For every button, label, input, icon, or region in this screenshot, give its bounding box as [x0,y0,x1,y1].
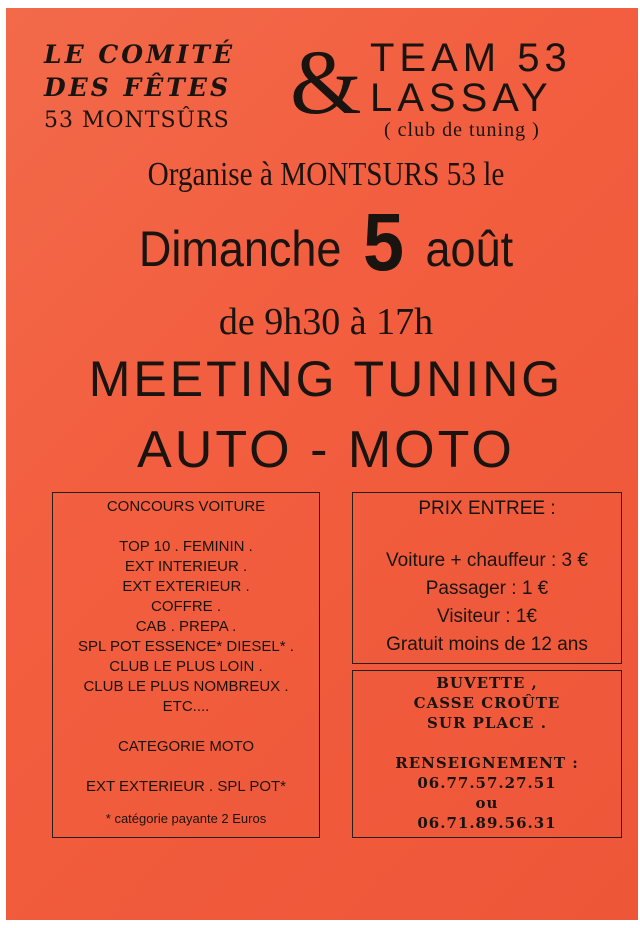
comite-city: 53 MONTSÛRS [44,108,230,133]
ou-line: ou [475,794,499,812]
organizer-comite [44,38,235,137]
moto-heading: CATEGORIE MOTO [117,738,255,755]
concours-item: CLUB LE PLUS LOIN . [109,658,263,675]
concours-item: SPL POT ESSENCE* DIESEL* . [78,638,294,655]
event-title-line-1: MEETING TUNING [88,351,564,407]
ampersand: & [290,31,362,133]
organise-line: Organise à MONTSURS 53 le [147,156,505,193]
prix-line: Passager : 1 € [425,578,549,599]
flyer [6,8,638,920]
prix-line: Gratuit moins de 12 ans [386,634,588,655]
concours-heading: CONCOURS VOITURE [106,498,266,515]
prix-box [352,492,622,664]
phone-number-1: 06.77.57.27.51 [417,774,557,792]
date-day: Dimanche [138,221,342,277]
prix-heading: PRIX ENTREE : [418,498,556,519]
phone-number-2: 06.71.89.56.31 [417,814,557,832]
concours-note: * catégorie payante 2 Euros [105,811,267,826]
concours-item: EXT INTERIEUR . [124,558,248,575]
info-box [352,670,622,838]
concours-item: COFFRE . [151,598,221,615]
organizer-team [370,38,572,142]
sur-place-line: SUR PLACE . [427,714,547,732]
casse-croute-line: CASSE CROÛTE [413,694,561,712]
buvette-line: BUVETTE , [436,674,538,692]
team-line-2: LASSAY [370,76,553,120]
moto-items: EXT EXTERIEUR . SPL POT* [85,778,287,795]
team-club-subtitle: ( club de tuning ) [384,119,540,141]
concours-item: EXT EXTERIEUR . [122,578,250,595]
event-hours: de 9h30 à 17h [218,301,434,343]
prix-line: Visiteur : 1€ [437,606,537,627]
renseignement-heading: RENSEIGNEMENT : [395,754,579,772]
concours-item: CAB . PREPA . [135,618,237,635]
concours-item: CLUB LE PLUS NOMBREUX . [83,678,289,695]
comite-line-2: DES FÊTES [44,73,232,102]
concours-item: TOP 10 . FEMININ . [119,538,253,555]
prix-line: Voiture + chauffeur : 3 € [386,550,588,571]
team-line-1: TEAM 53 [370,36,572,80]
date-month: août [425,221,514,277]
concours-box [52,492,320,838]
event-date [38,196,614,290]
concours-item: ETC.... [162,698,210,715]
event-title-line-2: AUTO - MOTO [137,421,515,479]
comite-line-1: LE COMITÉ [44,40,236,69]
date-day-number: 5 [362,197,405,288]
